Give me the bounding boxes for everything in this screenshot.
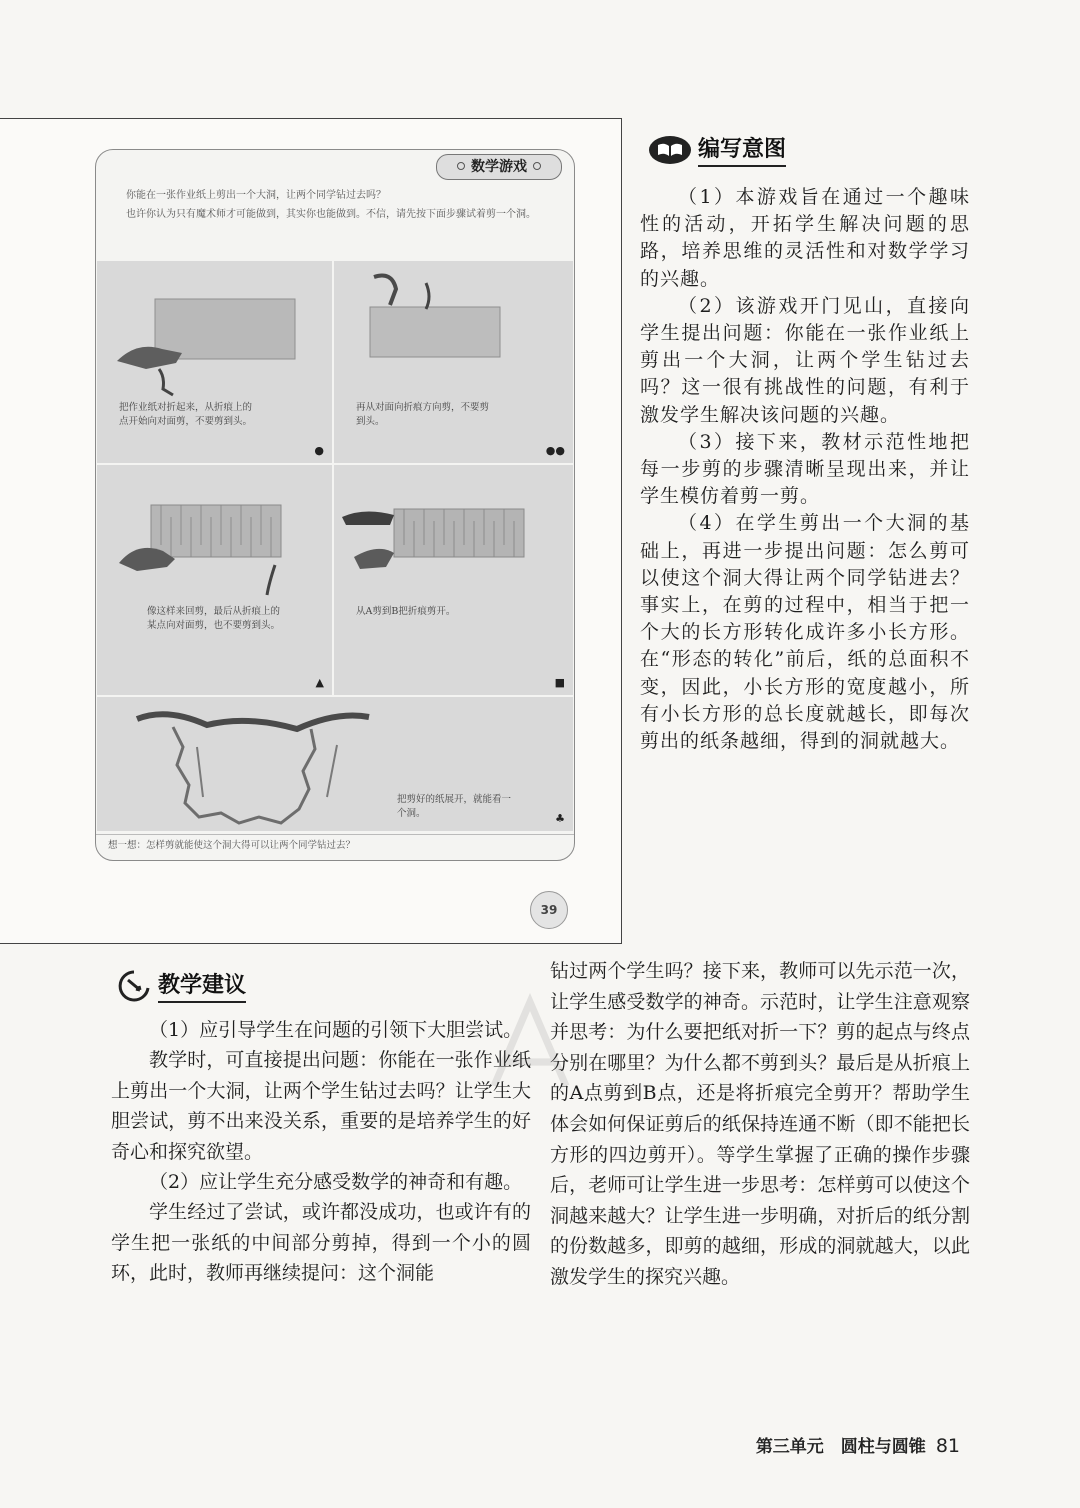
scissors-icon [354, 549, 394, 569]
math-game-card [95, 149, 575, 861]
scissors-icon [267, 565, 275, 595]
think-question: 想一想：怎样剪就能使这个洞大得可以让两个同学钻过去？ [96, 834, 574, 856]
hands-holding-paper-icon [137, 714, 369, 729]
suggestion-text-right: 钻过两个学生吗？接下来，教师可以先示范一次，让学生感受数学的神奇。示范时，让学生注意观察并思考：为什么要把纸对折一下？剪的起点与终点分别在哪里？为什么都不剪到头？最后是从折痕上的A点剪到B点，还是将折痕完全剪开？帮助学生体会如何保证剪后的纸保持连通不断（即不能把长方形的四边剪开）。等学生掌握了正确的操作步骤后，老师可让学生进一步思考：怎样剪可以使这个洞越来越大？让学生进一步明确，对折后的纸分割的份数越多，即剪的越细，形成的洞就越大，以此激发学生的探究兴趣。 [550, 960, 970, 1288]
math-game-badge: 数学游戏 [436, 154, 562, 180]
suggestion-text-left: （1）应引导学生在问题的引领下大胆尝试。 教学时，可直接提出问题：你能在一张作业纸上剪出一个大洞，让两个学生钻过去吗？让学生大胆尝试，剪不出来没关系，重要的是培养学生的好奇心和探究欲望。 （2）应让学生充分感受数学的神奇和有趣。 学生经过了尝试，或许都没成功，也或许有的学生把一张纸的中间部分剪掉，得到一个小的圆环，此时，教师再继续提问：这个洞能 [111, 1019, 531, 1285]
folded-paper-illustration [97, 261, 334, 465]
step-panel-4: 从A剪到B把折痕剪开。 ■ [333, 464, 574, 696]
unit-title: 第三单元 圆柱与圆锥 [755, 1437, 926, 1457]
scissors-icon [159, 369, 173, 395]
hand-icon [374, 276, 396, 306]
teacher-pointer-icon [116, 970, 152, 1002]
cutting-steps [96, 260, 574, 830]
page-number: 81 [935, 1435, 960, 1457]
step-panel-1: 把作业纸对折起来，从折痕上的点开始向对面剪，不要剪到头。 ● [96, 260, 333, 464]
intent-heading: 编写意图 [648, 132, 786, 167]
cutting-illustration [334, 261, 575, 465]
step-panel-3: 像这样来回剪，最后从折痕上的某点向对面剪，也不要剪到头。 ▲ [96, 464, 333, 696]
intent-text: （1）本游戏旨在通过一个趣味性的活动，开拓学生解决问题的思路，培养思维的灵活性和对数学学习的兴趣。 （2）该游戏开门见山，直接向学生提出问题：你能在一张作业纸上剪出一个大洞，让两个学生钻过去吗？这一很有挑战性的问题，有利于激发学生解决该问题的兴趣。 （3）接下来，教材示范性地把每一步剪的步骤清晰呈现出来，并让学生模仿着剪一剪。 （4）在学生剪出一个大洞的基础上，再进一步提出问题：怎么剪可以使这个洞大得让两个同学钻进去？事实上，在剪的过程中，相当于把一个大的长方形转化成许多小长方形。在“形态的转化”前后，纸的总面积不变，因此，小长方形的宽度越小，所有小长方形的总长度就越长，即每次剪出的纸条越细，得到的洞就越大。 [640, 186, 970, 753]
step-panel-2: 再从对面向折痕方向剪，不要剪到头。 ●● [333, 260, 574, 464]
suggestion-heading: 教学建议 [116, 968, 246, 1003]
game-intro: 你能在一张作业纸上剪出一个大洞，让两个同学钻过去吗？ 也许你认为只有魔术师才可能做到，其实你也能做到。不信，请先按下面步骤试着剪一个洞。 [126, 190, 536, 220]
step-panel-5: 把剪好的纸展开，就能看一个洞。 ♣ [96, 696, 574, 832]
badge-dot-icon [457, 162, 465, 170]
textbook-page-number: 39 [530, 891, 568, 929]
hand-icon [342, 511, 394, 525]
open-book-icon [648, 135, 692, 165]
textbook-page-thumbnail [0, 118, 622, 944]
page-footer [756, 1432, 960, 1457]
open-fold-illustration [334, 465, 575, 697]
zigzag-cut-illustration [97, 465, 334, 697]
badge-dot-icon [533, 162, 541, 170]
scissors-icon [426, 283, 429, 309]
